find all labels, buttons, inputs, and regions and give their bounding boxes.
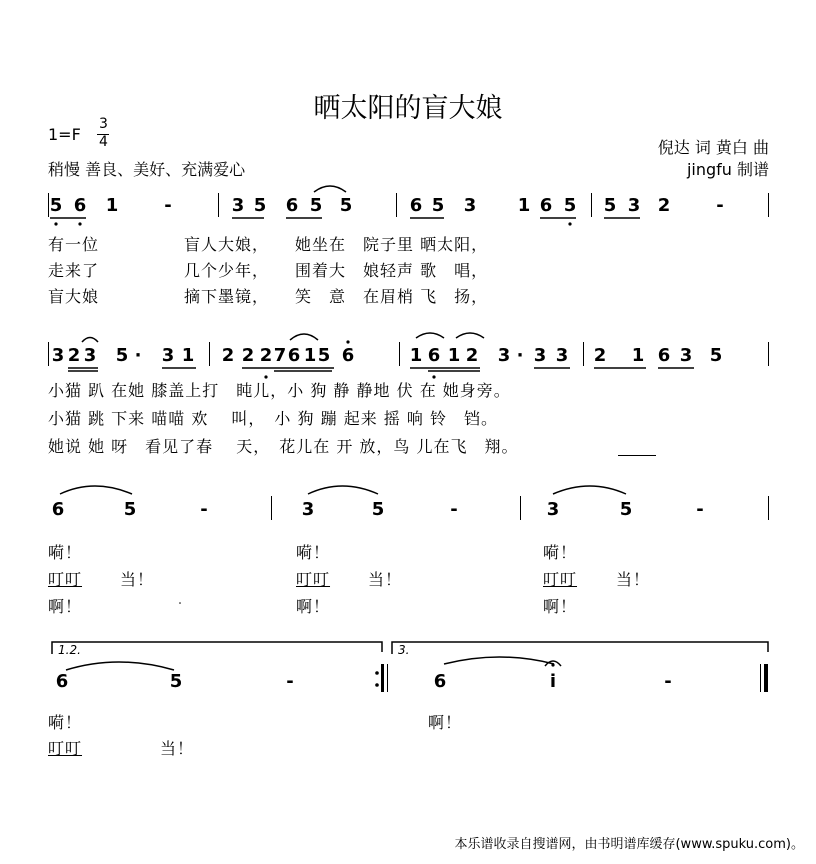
note: 5 (123, 499, 137, 520)
note: - (164, 195, 172, 216)
lyric-line: 盲大娘 摘下墨镜， 笑 意 在眉梢 飞 扬， (48, 287, 489, 306)
note: 3 (83, 345, 97, 366)
note: 5 (603, 195, 617, 216)
note: - (664, 671, 672, 692)
note: 5 (563, 195, 577, 216)
lyric-line: 小猫 跳 下来 喵喵 欢 叫， 小 狗 蹦 起来 摇 响 铃 铛。 (48, 409, 498, 428)
note: 6 (287, 345, 301, 366)
note: 1 (631, 345, 645, 366)
note: 3 (231, 195, 245, 216)
note: 5 (169, 671, 183, 692)
note: 5 (49, 195, 63, 216)
note: 6 (51, 499, 65, 520)
note: 5 (619, 499, 633, 520)
lyric: 叮叮 (543, 570, 578, 589)
note: 3 (679, 345, 693, 366)
note: 3 (533, 345, 547, 366)
lyric-line: 小猫 趴 在她 膝盖上打 盹儿，小 狗 静 静地 伏 在 她身旁。 (48, 381, 511, 400)
lyric: 叮叮 (296, 570, 331, 589)
note: 3 (555, 345, 569, 366)
note: - (696, 499, 704, 520)
note: 6 (657, 345, 671, 366)
lyric: 嗬！ (296, 543, 331, 562)
note: 1 (105, 195, 119, 216)
lyric: 当！ (160, 739, 195, 758)
credits: 倪达 词 黄白 曲 (657, 138, 769, 157)
note: - (286, 671, 294, 692)
lyric: 叮叮 (48, 570, 83, 589)
note: 5 (317, 345, 331, 366)
notation-marks (0, 640, 816, 760)
note: 3 (627, 195, 641, 216)
lyric: 啊！ (48, 597, 83, 616)
system-2 (0, 342, 816, 457)
lyric-line: 走来了 几个少年， 围着大 娘轻声 歌 唱， (48, 261, 489, 280)
lyric: 当！ (368, 570, 403, 589)
note: 3 (463, 195, 477, 216)
system-1 (0, 190, 816, 306)
note: 2 (465, 345, 479, 366)
lyric: 嗬！ (48, 543, 83, 562)
note: 5 (709, 345, 723, 366)
note: - (450, 499, 458, 520)
note: 5 (431, 195, 445, 216)
note: 1 (303, 345, 317, 366)
note: - (716, 195, 724, 216)
note: 2 (241, 345, 255, 366)
note: 5 (115, 345, 129, 366)
source-footer: 本乐谱收录自搜谱网，由书明谱库缓存(www.spuku.com)。 (454, 837, 804, 852)
system-3 (0, 490, 816, 620)
note: - (200, 499, 208, 520)
note: 1 (181, 345, 195, 366)
note: 6 (433, 671, 447, 692)
lyric: 嗬！ (543, 543, 578, 562)
note: 2 (67, 345, 81, 366)
arranger: jingfu 制谱 (686, 160, 769, 179)
note: 5 (371, 499, 385, 520)
note: 3 (546, 499, 560, 520)
note: 6 (539, 195, 553, 216)
lyric: 当！ (120, 570, 155, 589)
note: 1 (517, 195, 531, 216)
note: 2 (657, 195, 671, 216)
key-signature: 1=F (48, 125, 81, 144)
tempo-marking: 稍慢 善良、美好、充满爱心 (48, 160, 246, 179)
note: 6 (73, 195, 87, 216)
lyric: 啊！ (428, 713, 463, 732)
note: 6 (55, 671, 69, 692)
lyric: 嗬！ (48, 713, 83, 732)
note: 1 (409, 345, 423, 366)
lyric: 当！ (616, 570, 651, 589)
note: 5 (339, 195, 353, 216)
note: 6 (341, 345, 355, 366)
note: 3 (161, 345, 175, 366)
note: 3 (51, 345, 65, 366)
note: 2 (221, 345, 235, 366)
note: 6 (427, 345, 441, 366)
time-signature-top: 3 (99, 116, 108, 132)
system-4 (0, 640, 816, 760)
note: 2 (593, 345, 607, 366)
song-title: 晒太阳的盲大娘 (313, 93, 503, 124)
note: 5 (253, 195, 267, 216)
note: 3 (301, 499, 315, 520)
note: 1 (447, 345, 461, 366)
time-signature-bottom: 4 (99, 134, 108, 150)
volta-1-2: 1.2. (58, 643, 81, 657)
note: 3 (497, 345, 511, 366)
lyric-line: 有一位 盲人大娘， 她坐在 院子里 晒太阳， (48, 235, 489, 254)
lyric: 啊！ (296, 597, 331, 616)
note: 7 (273, 345, 287, 366)
lyric: 叮叮 (48, 739, 83, 758)
lyric-underline (618, 455, 656, 456)
note: 5 (309, 195, 323, 216)
lyric-line: 她说 她 呀 看见了春 天， 花儿在 开 放，鸟 儿在飞 翔。 (48, 437, 519, 456)
volta-3: 3. (398, 643, 410, 657)
note: 2 (259, 345, 273, 366)
notation-marks (0, 490, 816, 620)
note: i (549, 671, 557, 692)
dot: · (516, 345, 524, 366)
note: 6 (409, 195, 423, 216)
dot: · (134, 345, 142, 366)
note: 6 (285, 195, 299, 216)
lyric: 啊！ (543, 597, 578, 616)
